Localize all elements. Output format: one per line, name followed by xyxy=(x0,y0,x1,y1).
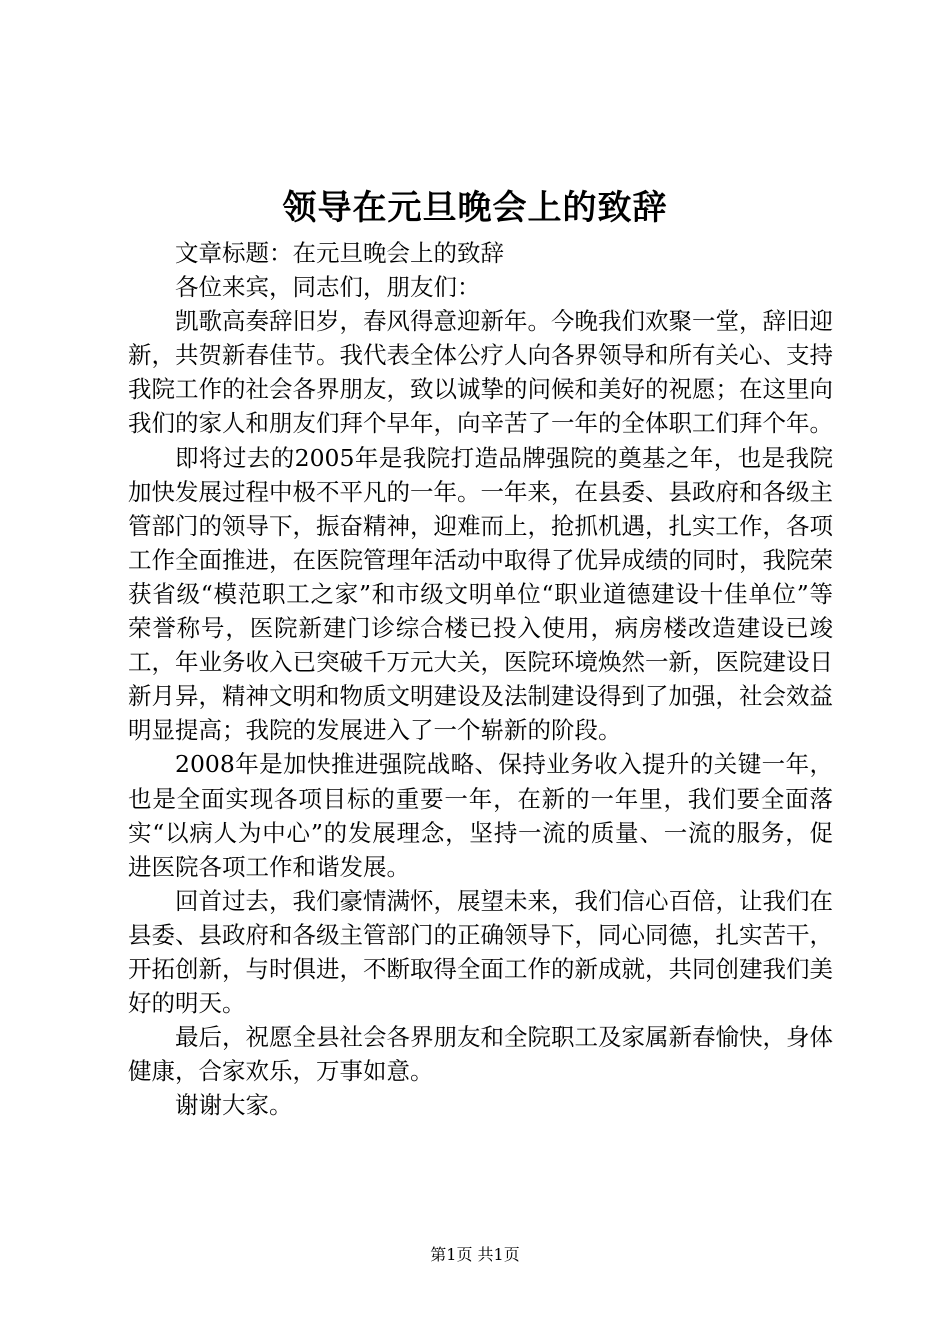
closing-thanks: 谢谢大家。 xyxy=(175,1091,293,1120)
salutation: 各位来宾，同志们，朋友们： xyxy=(175,273,481,302)
paragraph-wishes: 最后，祝愿全县社会各界朋友和全院职工及家属新春愉快，身体健康，合家欢乐，万事如意。 xyxy=(128,1023,833,1086)
page-number-footer: 第1页 共1页 xyxy=(430,1245,520,1264)
paragraph-review: 即将过去的2005年是我院打造品牌强院的奠基之年，也是我院加快发展过程中极不平凡的一年。一年来，在县委、县政府和各级主管部门的领导下，振奋精神，迎难而上，抢抓机遇，扎实工作，各项工作全面推进，在医院管理年活动中取得了优异成绩的同时，我院荣获省级“模范职工之家”和市级文明单位“职业道德建设十佳单位”等荣誉称号，医院新建门诊综合楼已投入使用，病房楼改造建设已竣工，年业务收入已突破千万元大关，医院环境焕然一新，医院建设日新月异，精神文明和物质文明建设及法制建设得到了加强，社会效益明显提高；我院的发展进入了一个崭新的阶段。 xyxy=(128,443,833,745)
document-body xyxy=(128,236,833,1122)
paragraph-plan: 2008年是加快推进强院战略、保持业务收入提升的关键一年，也是全面实现各项目标的重要一年，在新的一年里，我们要全面落实“以病人为中心”的发展理念，坚持一流的质量、一流的服务，促进医院各项工作和谐发展。 xyxy=(128,750,833,881)
article-title-line: 文章标题：在元旦晚会上的致辞 xyxy=(175,239,504,267)
paragraph-outlook: 回首过去，我们豪情满怀，展望未来，我们信心百倍，让我们在县委、县政府和各级主管部门的正确领导下，同心同德，扎实苦干，开拓创新，与时俱进，不断取得全面工作的新成就，共同创建我们美好的明天。 xyxy=(128,886,833,1018)
document-title: 领导在元旦晚会上的致辞 xyxy=(282,188,668,228)
paragraph-opening: 凯歌高奏辞旧岁，春风得意迎新年。今晚我们欢聚一堂，辞旧迎新，共贺新春佳节。我代表全体公疗人向各界领导和所有关心、支持我院工作的社会各界朋友，致以诚挚的问候和美好的祝愿；在这里向我们的家人和朋友们拜个早年，向辛苦了一年的全体职工们拜个年。 xyxy=(128,307,833,438)
